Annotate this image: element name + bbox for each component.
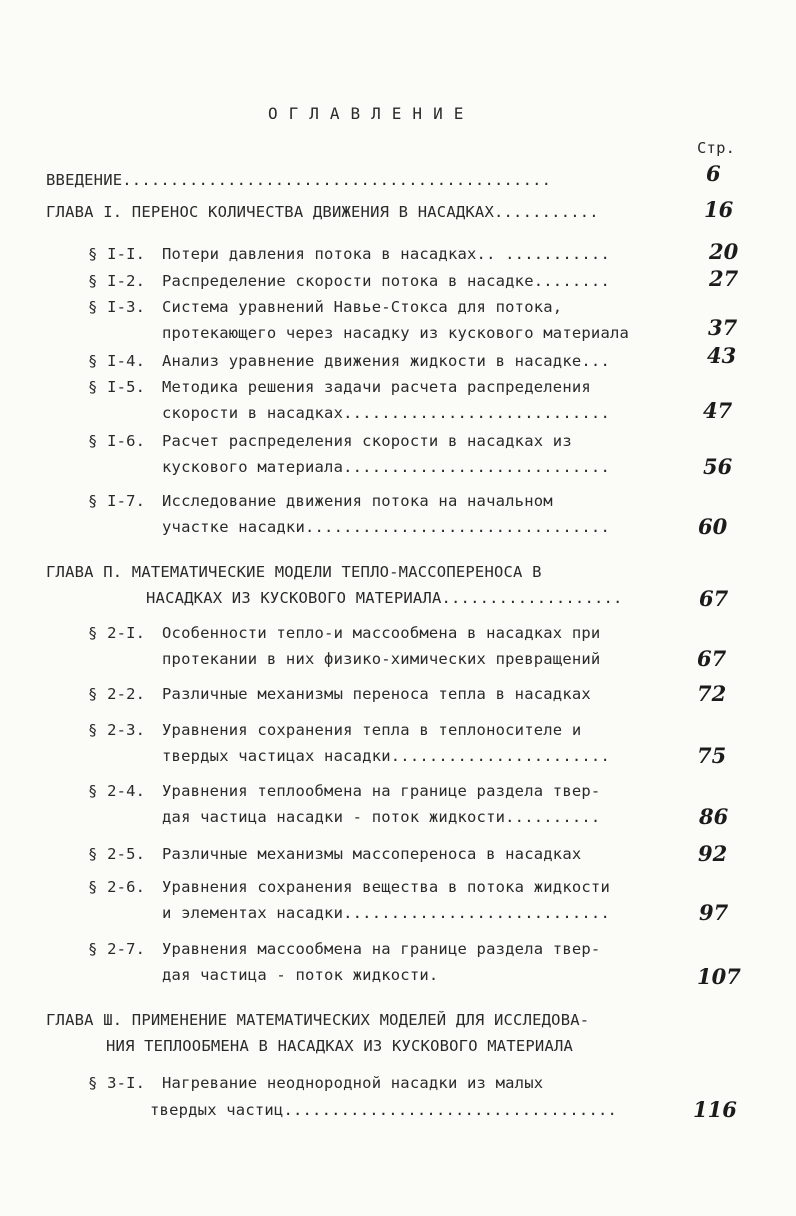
page-number: 72: [697, 681, 727, 706]
page-number: 116: [693, 1097, 737, 1122]
page-number: 47: [703, 398, 733, 423]
section-number: § I-4.: [88, 352, 146, 370]
section-title: Методика решения задачи расчета распределения: [162, 378, 591, 396]
section-title: Различные механизмы массопереноса в насадках: [162, 845, 582, 863]
section-title-continued: дая частица насадки - поток жидкости..........: [162, 808, 601, 826]
section-number: § I-6.: [88, 432, 146, 450]
page-number: 6: [706, 161, 721, 186]
page-number: 27: [709, 266, 739, 291]
section-number: § 2-7.: [88, 940, 146, 958]
toc-chapter-2-continued: НАСАДКАХ ИЗ КУСКОВОГО МАТЕРИАЛА...................: [146, 589, 623, 607]
section-number: § 2-4.: [88, 782, 146, 800]
section-number: § 2-I.: [88, 624, 146, 642]
toc-intro: ВВЕДЕНИЕ.............................................: [46, 171, 552, 189]
section-title: Различные механизмы переноса тепла в насадках: [162, 685, 591, 703]
section-number: § 2-2.: [88, 685, 146, 703]
section-number: § I-I.: [88, 245, 146, 263]
page-number: 16: [704, 197, 734, 222]
section-number: § 2-6.: [88, 878, 146, 896]
page-number: 67: [699, 586, 729, 611]
section-title: Распределение скорости потока в насадке........: [162, 272, 610, 290]
section-title-continued: дая частица - поток жидкости.: [162, 966, 439, 984]
section-title: Уравнения сохранения вещества в потока жидкости: [162, 878, 610, 896]
page-number: 67: [697, 646, 727, 671]
section-title: Система уравнений Навье-Стокса для потока,: [162, 298, 563, 316]
page-number: 86: [699, 804, 729, 829]
section-number: § 2-3.: [88, 721, 146, 739]
section-title-continued: протекающего через насадку из кускового материала: [162, 324, 630, 342]
page-column-header: Стр.: [697, 139, 736, 157]
section-title: Исследование движения потока на начальном: [162, 492, 553, 510]
section-title-continued: протекании в них физико-химических превращений: [162, 650, 601, 668]
section-title: Анализ уравнение движения жидкости в насадке...: [162, 352, 610, 370]
section-title-continued: твердых частиц...................................: [150, 1101, 618, 1119]
section-title-continued: кускового материала............................: [162, 458, 610, 476]
page-number: 20: [709, 239, 739, 264]
page-number: 60: [698, 514, 728, 539]
toc-chapter-3: ГЛАВА Ш. ПРИМЕНЕНИЕ МАТЕМАТИЧЕСКИХ МОДЕЛЕЙ ДЛЯ ИССЛЕДОВА-: [46, 1011, 590, 1029]
section-number: § I-3.: [88, 298, 146, 316]
section-title: Уравнения сохранения тепла в теплоносителе и: [162, 721, 582, 739]
page-number: 97: [699, 900, 729, 925]
page-number: 92: [698, 841, 728, 866]
section-number: § I-5.: [88, 378, 146, 396]
toc-chapter-1: ГЛАВА I. ПЕРЕНОС КОЛИЧЕСТВА ДВИЖЕНИЯ В НАСАДКАХ...........: [46, 203, 599, 221]
section-title: Нагревание неоднородной насадки из малых: [162, 1074, 544, 1092]
page-number: 43: [707, 343, 737, 368]
section-number: § I-7.: [88, 492, 146, 510]
section-title: Уравнения теплообмена на границе раздела твер-: [162, 782, 601, 800]
page-number: 56: [703, 454, 733, 479]
page-number: 75: [697, 743, 727, 768]
section-number: § I-2.: [88, 272, 146, 290]
section-title-continued: твердых частицах насадки.......................: [162, 747, 610, 765]
section-title: Уравнения массообмена на границе раздела твер-: [162, 940, 601, 958]
section-title-continued: участке насадки................................: [162, 518, 610, 536]
section-title: Особенности тепло-и массообмена в насадках при: [162, 624, 601, 642]
toc-chapter-2: ГЛАВА П. МАТЕМАТИЧЕСКИЕ МОДЕЛИ ТЕПЛО-МАССОПЕРЕНОСА В: [46, 563, 542, 581]
page-title: ОГЛАВЛЕНИЕ: [268, 104, 475, 123]
section-number: § 2-5.: [88, 845, 146, 863]
section-number: § 3-I.: [88, 1074, 146, 1092]
toc-chapter-3-continued: НИЯ ТЕПЛООБМЕНА В НАСАДКАХ ИЗ КУСКОВОГО МАТЕРИАЛА: [106, 1037, 574, 1055]
section-title-continued: и элементах насадки............................: [162, 904, 610, 922]
page-number: 107: [697, 964, 741, 989]
page-number: 37: [708, 315, 738, 340]
section-title: Потери давления потока в насадках.. ...........: [162, 245, 610, 263]
section-title-continued: скорости в насадках............................: [162, 404, 610, 422]
section-title: Расчет распределения скорости в насадках из: [162, 432, 572, 450]
